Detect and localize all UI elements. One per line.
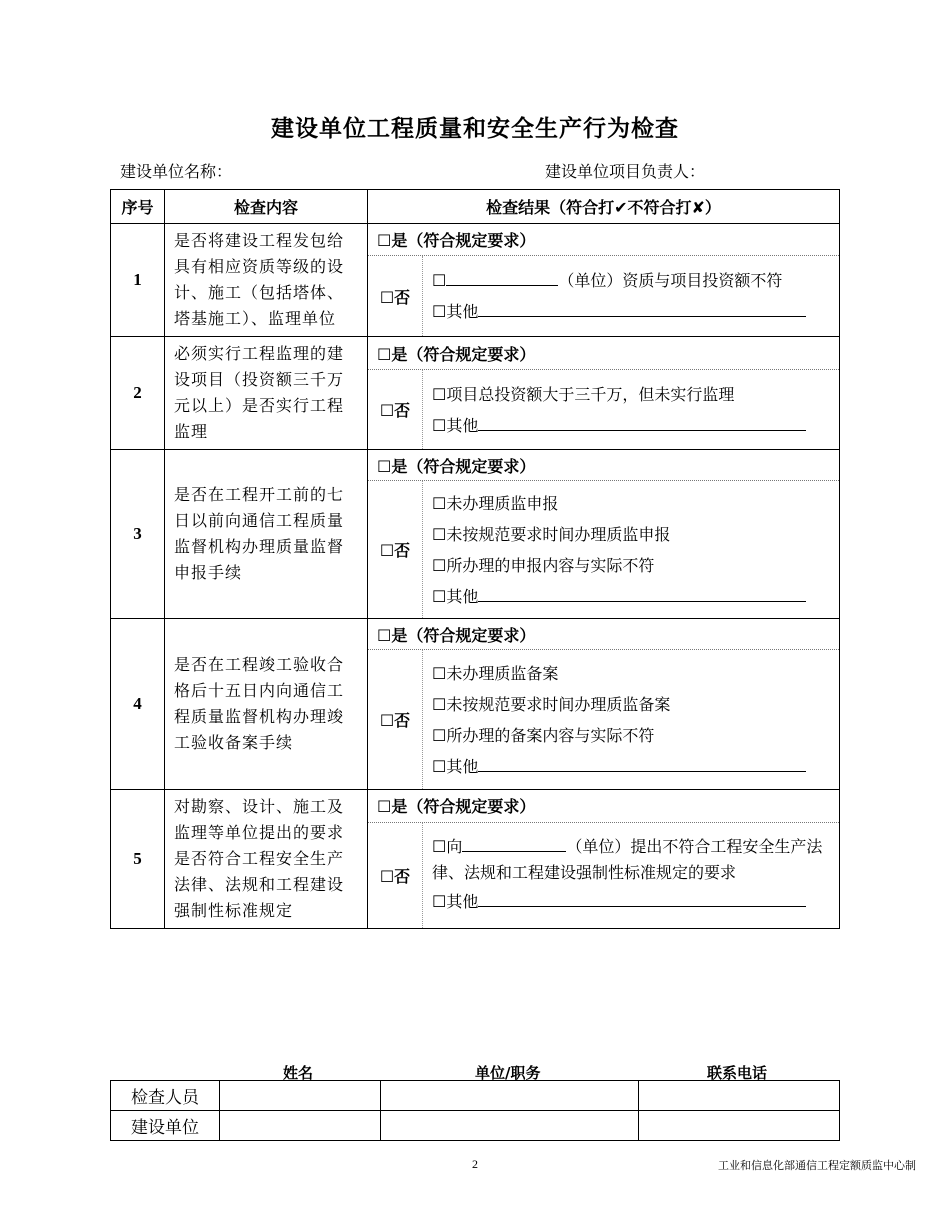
option-checkbox[interactable]: [432, 488, 833, 519]
sig-row-label: 建设单位: [111, 1111, 220, 1141]
option-checkbox[interactable]: [432, 410, 833, 441]
row-content: 是否将建设工程发包给具有相应资质等级的设计、施工（包括塔体、塔基施工）、监理单位: [165, 224, 368, 337]
option-label: ☐所办理的备案内容与实际不符: [432, 725, 655, 745]
page-title: 建设单位工程质量和安全生产行为检查: [271, 116, 679, 142]
yes-checkbox[interactable]: ☐是（符合规定要求）: [368, 224, 840, 256]
option-checkbox[interactable]: [432, 519, 833, 550]
no-checkbox[interactable]: ☐否: [368, 256, 423, 337]
other-fill-line[interactable]: [478, 756, 806, 772]
sig-name-cell[interactable]: [220, 1111, 381, 1141]
other-fill-line[interactable]: [478, 891, 806, 907]
option-checkbox[interactable]: [432, 581, 833, 612]
row-number: 5: [111, 790, 165, 929]
option-checkbox[interactable]: [432, 689, 833, 720]
sig-name-cell[interactable]: [220, 1081, 381, 1111]
inspection-table: [110, 189, 840, 929]
other-fill-line[interactable]: [478, 415, 806, 431]
row-number: 1: [111, 224, 165, 337]
option-checkbox[interactable]: [432, 751, 833, 782]
option-label: ☐其他: [432, 302, 479, 322]
no-options: [423, 481, 840, 619]
option-checkbox[interactable]: [432, 550, 833, 581]
no-checkbox[interactable]: ☐否: [368, 370, 423, 450]
sig-phone-cell[interactable]: [639, 1111, 840, 1141]
no-options: [423, 822, 840, 928]
option-checkbox[interactable]: [432, 379, 833, 410]
row-content: 是否在工程竣工验收合格后十五日内向通信工程质量监督机构办理竣工验收备案手续: [165, 619, 368, 790]
row-number: 2: [111, 337, 165, 450]
inspection-row-2: [111, 337, 840, 370]
no-options: [423, 256, 840, 337]
option-checkbox[interactable]: [432, 886, 833, 917]
option-checkbox[interactable]: [432, 834, 833, 886]
sig-unit-cell[interactable]: [381, 1111, 639, 1141]
option-label: ☐其他: [432, 415, 479, 435]
option-label: ☐向: [432, 836, 463, 856]
inspection-row-1: [111, 224, 840, 256]
footer-org: 工业和信息化部通信工程定额质监中心制: [718, 1159, 916, 1172]
sig-row-label: 检查人员: [111, 1081, 220, 1111]
sig-header-phone: 联系电话: [707, 1064, 768, 1082]
other-fill-line[interactable]: [478, 586, 806, 602]
option-label: ☐其他: [432, 891, 479, 911]
page-number: 2: [472, 1157, 478, 1171]
option-label: ☐其他: [432, 756, 479, 776]
option-checkbox[interactable]: [432, 265, 833, 296]
unit-fill-line[interactable]: [446, 270, 558, 286]
sig-row-builder: [111, 1111, 840, 1141]
header-content: 检查内容: [165, 190, 368, 224]
option-label-suffix: （单位）提出不符合工程安全生产法律、法规和工程建设强制性标准规定的要求: [432, 836, 823, 882]
header-seq: 序号: [111, 190, 165, 224]
inspection-row-3: [111, 450, 840, 481]
row-content: 对勘察、设计、施工及监理等单位提出的要求是否符合工程安全生产法律、法规和工程建设强制性标准规定: [165, 790, 368, 929]
option-label: ☐未按规范要求时间办理质监备案: [432, 694, 671, 714]
yes-checkbox[interactable]: ☐是（符合规定要求）: [368, 450, 840, 481]
sig-row-inspector: [111, 1081, 840, 1111]
option-label: ☐未按规范要求时间办理质监申报: [432, 524, 671, 544]
no-checkbox[interactable]: ☐否: [368, 822, 423, 928]
unit-fill-line[interactable]: [462, 836, 566, 852]
option-label-suffix: （单位）资质与项目投资额不符: [558, 271, 783, 291]
inspection-row-5: [111, 790, 840, 823]
option-label: ☐其他: [432, 586, 479, 606]
inspection-header-row: [111, 190, 840, 224]
option-checkbox[interactable]: [432, 296, 833, 327]
no-options: [423, 370, 840, 450]
row-content: 是否在工程开工前的七日以前向通信工程质量监督机构办理质量监督申报手续: [165, 450, 368, 619]
yes-checkbox[interactable]: ☐是（符合规定要求）: [368, 619, 840, 650]
project-leader-label: 建设单位项目负责人：: [545, 162, 706, 181]
sig-header-unit: 单位/职务: [475, 1064, 541, 1082]
option-label: ☐项目总投资额大于三千万，但未实行监理: [432, 384, 735, 404]
option-label: ☐未办理质监申报: [432, 493, 559, 513]
inspection-row-4: [111, 619, 840, 650]
no-checkbox[interactable]: ☐否: [368, 650, 423, 790]
no-checkbox[interactable]: ☐否: [368, 481, 423, 619]
unit-name-label: 建设单位名称：: [120, 162, 233, 181]
sig-header-name: 姓名: [283, 1064, 314, 1082]
header-result: 检查结果（符合打✔不符合打✘）: [368, 190, 840, 224]
other-fill-line[interactable]: [478, 301, 806, 317]
yes-checkbox[interactable]: ☐是（符合规定要求）: [368, 337, 840, 370]
option-checkbox[interactable]: [432, 658, 833, 689]
signature-table: [110, 1080, 840, 1141]
no-options: [423, 650, 840, 790]
yes-checkbox[interactable]: ☐是（符合规定要求）: [368, 790, 840, 823]
sig-phone-cell[interactable]: [639, 1081, 840, 1111]
option-label: ☐所办理的申报内容与实际不符: [432, 555, 655, 575]
option-label: ☐: [432, 271, 447, 291]
option-checkbox[interactable]: [432, 720, 833, 751]
row-number: 3: [111, 450, 165, 619]
sig-unit-cell[interactable]: [381, 1081, 639, 1111]
option-label: ☐未办理质监备案: [432, 663, 559, 683]
row-content: 必须实行工程监理的建设项目（投资额三千万元以上）是否实行工程监理: [165, 337, 368, 450]
row-number: 4: [111, 619, 165, 790]
